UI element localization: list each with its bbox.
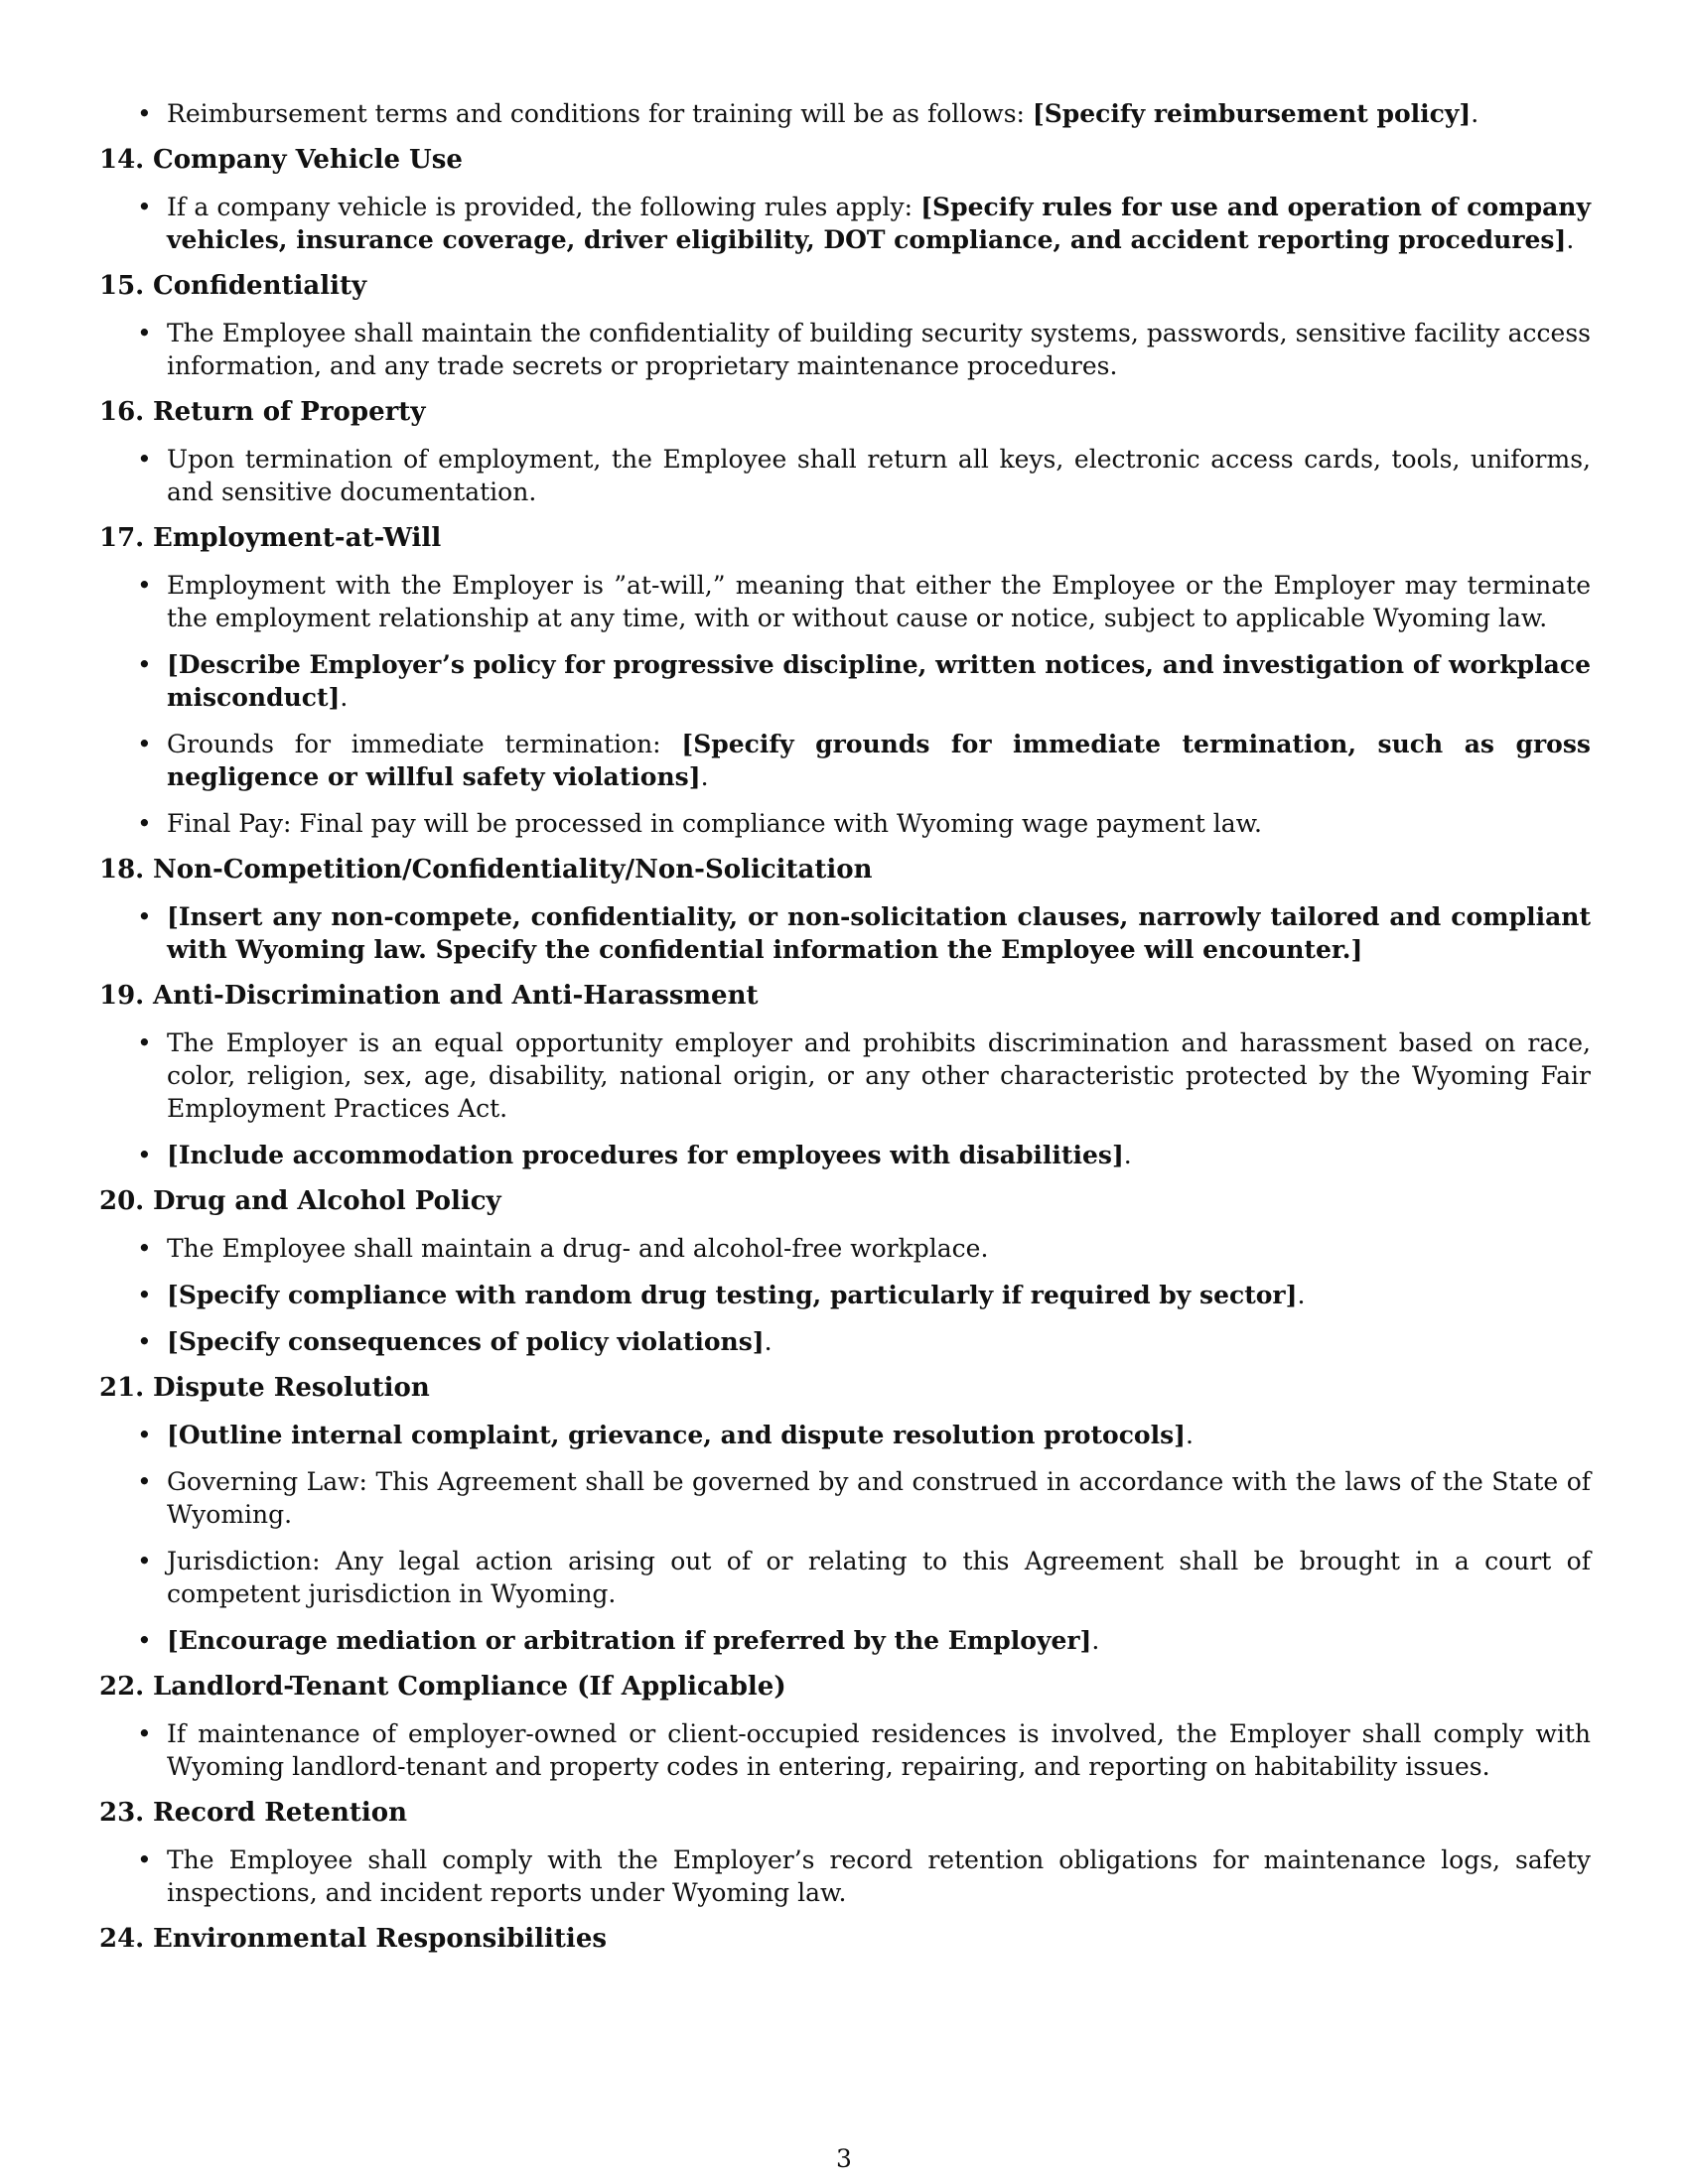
bullet-tail: . (764, 1327, 773, 1356)
bullet-tail: . (1123, 1141, 1132, 1169)
section-heading (99, 270, 1591, 303)
section-number: 20. (99, 1186, 145, 1216)
list-item (99, 648, 1591, 714)
list-item (99, 807, 1591, 840)
section-title: Company Vehicle Use (153, 145, 463, 175)
section-number: 21. (99, 1373, 145, 1403)
bullet-dot: • (137, 809, 152, 838)
bullet-dot: • (137, 1719, 152, 1748)
list-item (99, 191, 1591, 256)
bullet-tail: . (1186, 1421, 1194, 1449)
section-heading (99, 1671, 1591, 1704)
section-title: Drug and Alcohol Policy (153, 1186, 501, 1216)
document-body (99, 97, 1591, 1970)
bullet-text: Jurisdiction: Any legal action arising out of or relating to this Agreement shall be brought in a court of competent jurisdiction in Wyoming. (167, 1547, 1591, 1608)
section-bullet-list (99, 1717, 1591, 1783)
bullet-text: Upon termination of employment, the Employee shall return all keys, electronic access cards, tools, uniforms, and sensitive documentation. (167, 445, 1591, 506)
section-title: Return of Property (153, 397, 426, 427)
section-bullet-list (99, 1026, 1591, 1171)
bullet-tail: . (1471, 99, 1479, 128)
bullet-dot: • (137, 1421, 152, 1449)
section-title: Non-Competition/Confidentiality/Non-Solicitation (153, 855, 873, 885)
bullet-dot: • (137, 730, 152, 758)
bullet-text: The Employee shall maintain the confidentiality of building security systems, passwords, sensitive facility access information, and any trade secrets or proprietary maintenance procedures. (167, 319, 1591, 380)
section-heading (99, 1923, 1591, 1956)
bullet-text: Employment with the Employer is ”at-will,” meaning that either the Employee or the Employer may terminate the employment relationship at any time, with or without cause or notice, subject to applicable Wyoming law. (167, 571, 1591, 632)
section-heading (99, 1797, 1591, 1830)
bullet-dot: • (137, 571, 152, 600)
bullet-dot: • (137, 1327, 152, 1356)
bullet-text: Grounds for immediate termination: (167, 730, 682, 758)
bullet-text: The Employee shall maintain a drug- and alcohol-free workplace. (167, 1234, 989, 1263)
bullet-dot: • (137, 1467, 152, 1496)
section-bullet-list (99, 317, 1591, 382)
bullet-text: The Employee shall comply with the Employer’s record retention obligations for maintenance logs, safety inspections, and incident reports under Wyoming law. (167, 1845, 1591, 1907)
bullet-tail: . (1566, 225, 1575, 254)
section-heading (99, 854, 1591, 887)
bullet-placeholder: [Include accommodation procedures for employees with disabilities] (167, 1141, 1124, 1169)
bullet-placeholder: [Specify reimbursement policy] (1032, 99, 1472, 128)
bullet-dot: • (137, 1234, 152, 1263)
bullet-text: If a company vehicle is provided, the following rules apply: (167, 193, 921, 221)
bullet-dot: • (137, 1547, 152, 1575)
section-title: Dispute Resolution (153, 1373, 430, 1403)
list-item (99, 1419, 1591, 1451)
bullet-dot: • (137, 650, 152, 679)
bullet-tail: . (700, 762, 709, 791)
section-heading (99, 1372, 1591, 1405)
bullet-tail: . (340, 683, 349, 712)
bullet-dot: • (137, 1845, 152, 1874)
bullet-placeholder: [Specify compliance with random drug testing, particularly if required by sector] (167, 1281, 1298, 1309)
list-item (99, 1465, 1591, 1531)
lead-bullet-list (99, 97, 1591, 130)
bullet-placeholder: [Specify rules for use and operation of company vehicles, insurance coverage, driver eligibility, DOT compliance, and accident reporting procedures] (167, 193, 1591, 254)
bullet-placeholder: [Specify consequences of policy violations] (167, 1327, 765, 1356)
bullet-text: Governing Law: This Agreement shall be governed by and construed in accordance with the laws of the State of Wyoming. (167, 1467, 1591, 1529)
bullet-placeholder: [Describe Employer’s policy for progressive discipline, written notices, and investigation of workplace misconduct] (167, 650, 1591, 712)
section-number: 19. (99, 981, 145, 1011)
bullet-dot: • (137, 1028, 152, 1057)
bullet-dot: • (137, 193, 152, 221)
section-title: Employment-at-Will (153, 523, 442, 553)
section-bullet-list (99, 900, 1591, 966)
list-item (99, 1545, 1591, 1610)
list-item (99, 900, 1591, 966)
list-item (99, 1139, 1591, 1171)
section-number: 16. (99, 397, 145, 427)
bullet-tail: . (1297, 1281, 1306, 1309)
list-item (99, 569, 1591, 634)
list-item (99, 317, 1591, 382)
bullet-dot: • (137, 1141, 152, 1169)
bullet-placeholder: [Insert any non-compete, confidentiality, or non-solicitation clauses, narrowly tailored and compliant with Wyoming law. Specify the confidential information the Employee will encounter.] (167, 902, 1591, 964)
section-number: 23. (99, 1798, 145, 1828)
page-number: 3 (836, 2144, 852, 2173)
section-number: 14. (99, 145, 145, 175)
bullet-dot: • (137, 445, 152, 474)
bullet-tail: . (1091, 1626, 1100, 1655)
lead-bullet (99, 97, 1591, 130)
bullet-dot: • (137, 99, 152, 128)
bullet-text: Reimbursement terms and conditions for training will be as follows: (167, 99, 1033, 128)
section-title: Confidentiality (153, 271, 367, 301)
list-item (99, 1026, 1591, 1125)
list-item (99, 1717, 1591, 1783)
section-title: Environmental Responsibilities (153, 1924, 607, 1954)
section-heading (99, 980, 1591, 1013)
sections (99, 144, 1591, 1956)
section-bullet-list (99, 1419, 1591, 1657)
section-heading (99, 144, 1591, 177)
section-heading (99, 1185, 1591, 1218)
list-item (99, 1325, 1591, 1358)
bullet-placeholder: [Specify grounds for immediate termination, such as gross negligence or willful safety violations] (167, 730, 1591, 791)
bullet-dot: • (137, 1281, 152, 1309)
section-bullet-list (99, 1843, 1591, 1909)
section-bullet-list (99, 191, 1591, 256)
list-item (99, 1843, 1591, 1909)
section-heading (99, 522, 1591, 555)
bullet-placeholder: [Encourage mediation or arbitration if preferred by the Employer] (167, 1626, 1092, 1655)
section-number: 22. (99, 1672, 145, 1702)
section-title: Record Retention (153, 1798, 407, 1828)
bullet-placeholder: [Outline internal complaint, grievance, and dispute resolution protocols] (167, 1421, 1187, 1449)
list-item (99, 1624, 1591, 1657)
section-number: 24. (99, 1924, 145, 1954)
section-bullet-list (99, 1232, 1591, 1358)
section-title: Anti-Discrimination and Anti-Harassment (153, 981, 759, 1011)
section-number: 18. (99, 855, 145, 885)
bullet-text: If maintenance of employer-owned or client-occupied residences is involved, the Employer shall comply with Wyoming landlord-tenant and property codes in entering, repairing, and reporting on habitability issues. (167, 1719, 1591, 1781)
bullet-text: The Employer is an equal opportunity employer and prohibits discrimination and harassment based on race, color, religion, sex, age, disability, national origin, or any other characteristic protected by the Wyoming Fair Employment Practices Act. (167, 1028, 1591, 1123)
list-item (99, 1279, 1591, 1311)
section-heading (99, 396, 1591, 429)
section-bullet-list (99, 569, 1591, 840)
bullet-text: Final Pay: Final pay will be processed in compliance with Wyoming wage payment law. (167, 809, 1263, 838)
section-number: 17. (99, 523, 145, 553)
bullet-dot: • (137, 902, 152, 931)
list-item (99, 443, 1591, 508)
section-bullet-list (99, 443, 1591, 508)
list-item (99, 1232, 1591, 1265)
section-title: Landlord-Tenant Compliance (If Applicable) (153, 1672, 786, 1702)
section-number: 15. (99, 271, 145, 301)
bullet-dot: • (137, 319, 152, 347)
list-item (99, 728, 1591, 793)
bullet-dot: • (137, 1626, 152, 1655)
